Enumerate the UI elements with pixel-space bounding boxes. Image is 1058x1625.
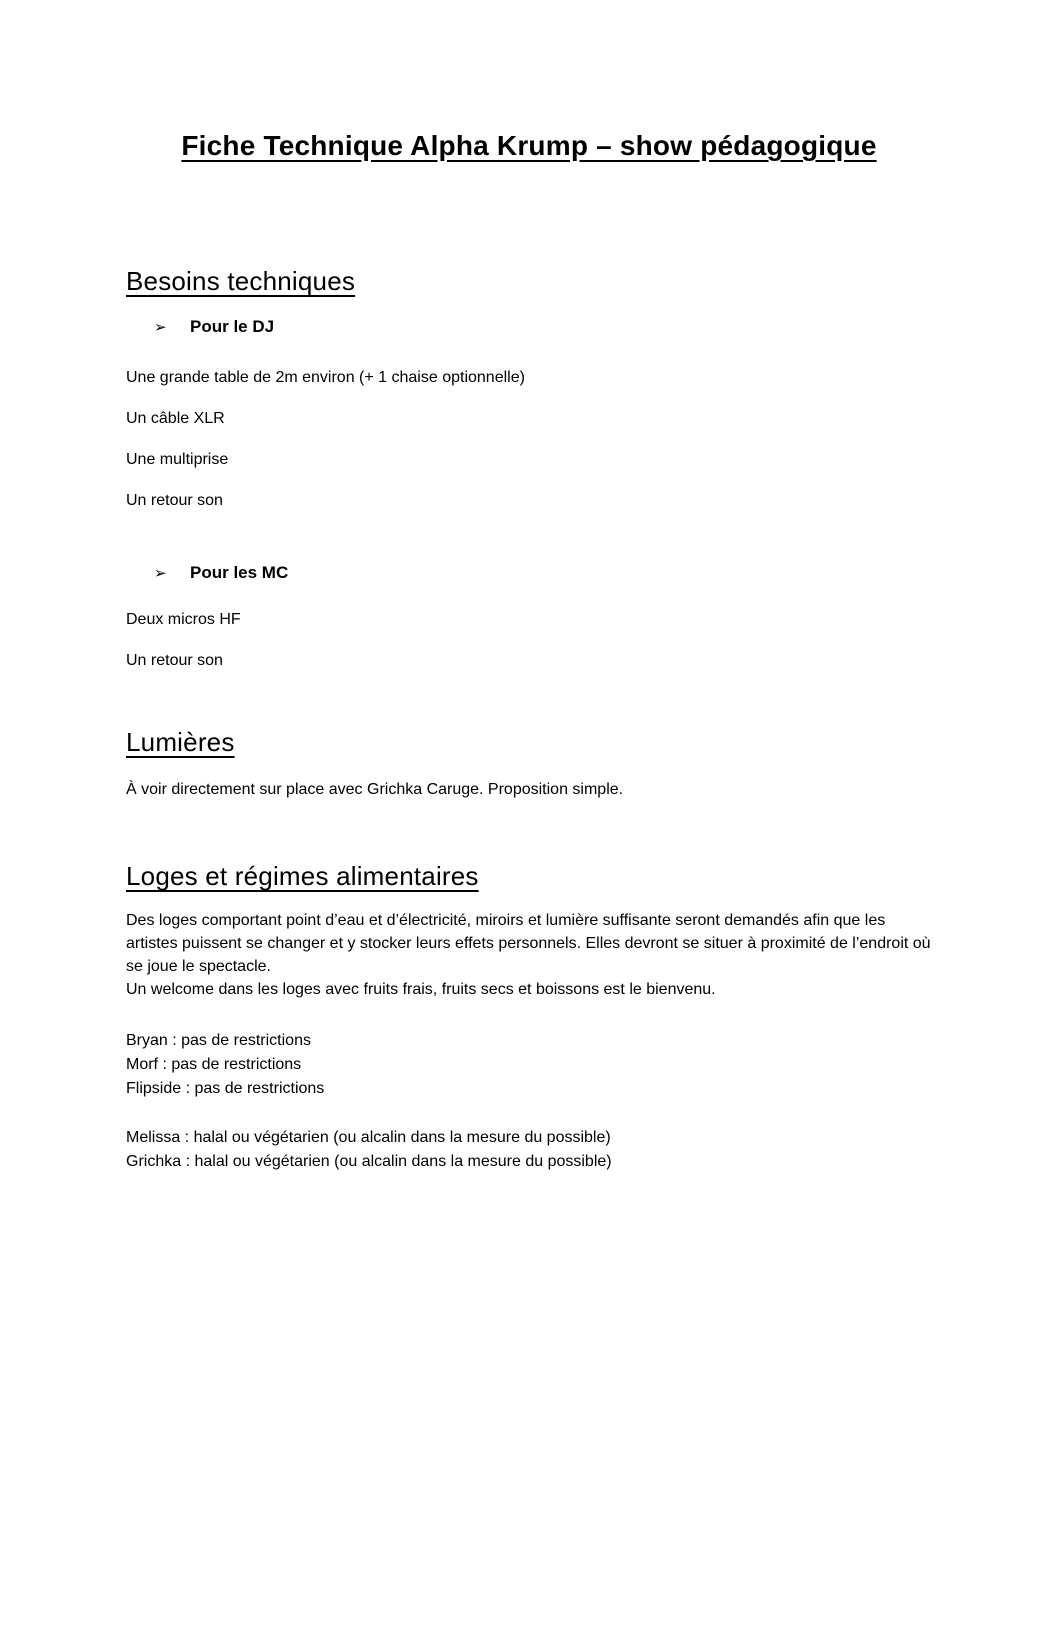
section-lumieres xyxy=(126,726,932,800)
lumieres-note: À voir directement sur place avec Grichka Caruge. Proposition simple. xyxy=(126,781,624,798)
loges-welcome-text: Un welcome dans les loges avec fruits frais, fruits secs et boissons est le bienvenu. xyxy=(126,981,716,998)
arrow-bullet-icon: ➢ xyxy=(154,565,167,582)
bullet-item-pour-le-dj xyxy=(126,316,932,339)
bullet-item-pour-les-mc xyxy=(126,562,932,585)
loges-paragraph-text: Des loges comportant point d’eau et d’électricité, miroirs et lumière suffisante seront demandés afin que les artistes puissent se changer et y stocker leurs effets personnels. Elles devront se situer à proximité de l’endroit où se joue le spectacle. xyxy=(126,912,931,975)
diet-list xyxy=(126,1126,932,1174)
loges-paragraph xyxy=(126,909,932,1001)
section-besoins-techniques xyxy=(126,265,932,671)
dj-requirement-line: Un retour son xyxy=(126,492,223,509)
restriction-line: Bryan : pas de restrictions xyxy=(126,1032,311,1049)
dj-requirement-line: Une grande table de 2m environ (+ 1 chaise optionnelle) xyxy=(126,369,525,386)
dj-requirement-line: Une multiprise xyxy=(126,451,229,468)
restrictions-list xyxy=(126,1029,932,1101)
dj-requirement-line: Un câble XLR xyxy=(126,410,225,427)
document-title: Fiche Technique Alpha Krump – show pédagogique xyxy=(181,130,877,161)
diet-line: Grichka : halal ou végétarien (ou alcalin dans la mesure du possible) xyxy=(126,1153,612,1170)
section-heading-lumieres: Lumières xyxy=(126,727,235,757)
section-heading-besoins: Besoins techniques xyxy=(126,266,356,296)
mc-requirement-line: Un retour son xyxy=(126,652,223,669)
restriction-line: Flipside : pas de restrictions xyxy=(126,1080,325,1097)
arrow-bullet-icon: ➢ xyxy=(154,319,167,336)
restriction-line: Morf : pas de restrictions xyxy=(126,1056,302,1073)
mc-requirement-line: Deux micros HF xyxy=(126,611,241,628)
bullet-label-pour-le-dj: Pour le DJ xyxy=(190,317,275,336)
bullet-label-pour-les-mc: Pour les MC xyxy=(190,563,289,582)
section-loges-regimes xyxy=(126,860,932,1174)
document-page xyxy=(0,128,1058,1625)
diet-line: Melissa : halal ou végétarien (ou alcalin dans la mesure du possible) xyxy=(126,1129,611,1146)
section-heading-loges: Loges et régimes alimentaires xyxy=(126,861,479,891)
